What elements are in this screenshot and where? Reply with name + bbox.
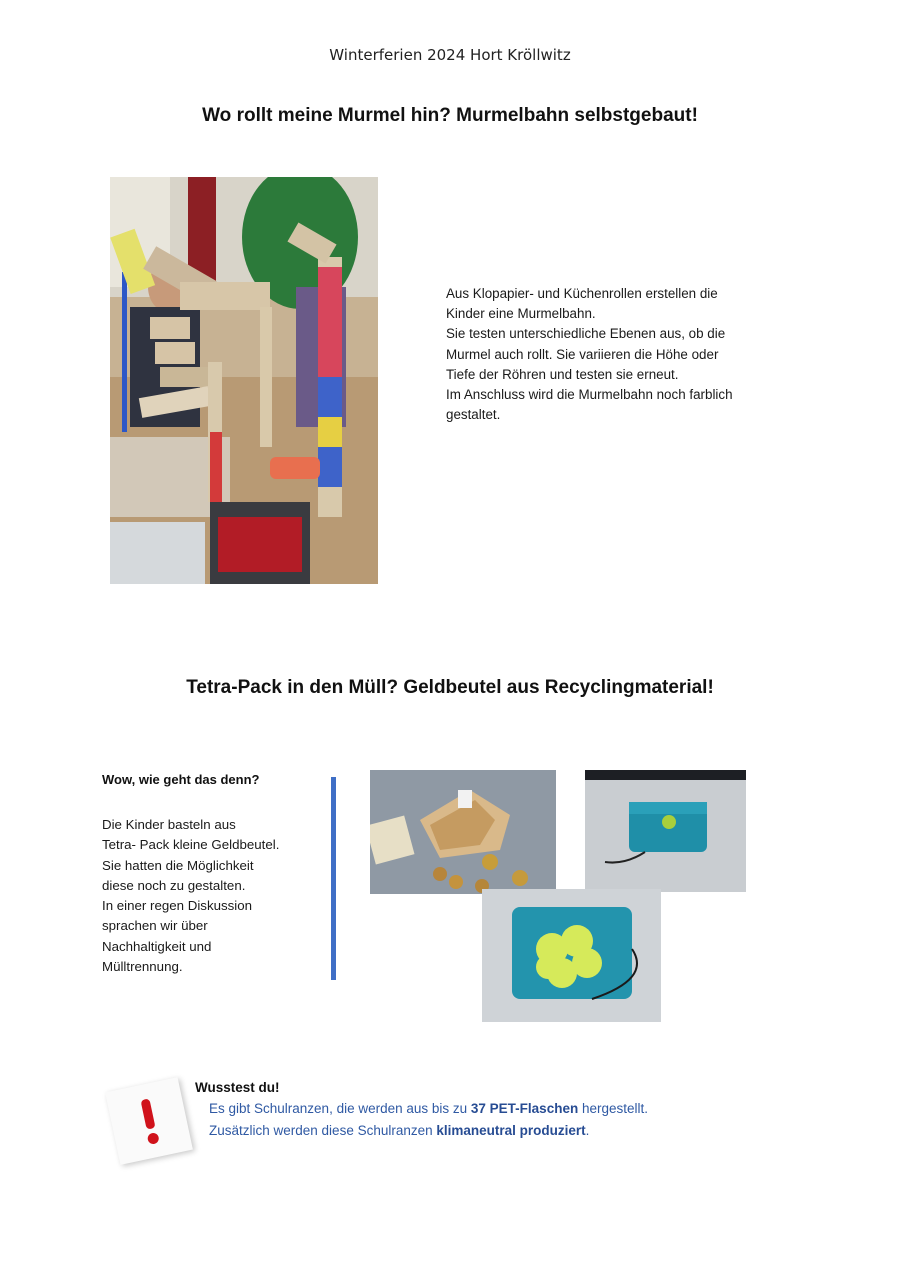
accent-divider [331, 777, 336, 980]
exclamation-icon [105, 1077, 193, 1165]
description-line: Die Kinder basteln aus [102, 817, 236, 832]
note-text: Zusätzlich werden diese Schulranzen [209, 1123, 437, 1138]
note-text: hergestellt. [578, 1101, 648, 1116]
description-line: sprachen wir über [102, 918, 208, 934]
description-line: gestaltet. [446, 407, 501, 423]
exclamation-card [105, 1077, 193, 1165]
note-line-2 [209, 1123, 589, 1138]
note-text: Es gibt Schulranzen, die werden aus bis zu [209, 1101, 471, 1116]
description-line: Im Anschluss wird die Murmelbahn noch farblich [446, 387, 733, 403]
felt-wallet-flower-photo [482, 889, 661, 1022]
marble-run-photo [110, 177, 378, 584]
note-highlight: 37 PET-Flaschen [470, 1101, 579, 1116]
description-line: Aus Klopapier- und Küchenrollen erstellen die [446, 286, 718, 301]
note-line-1 [209, 1101, 648, 1116]
description-line: Tetra- Pack kleine Geldbeutel. [102, 837, 280, 853]
description-line: Tiefe der Röhren und testen sie erneut. [446, 366, 679, 382]
felt-wallet-side-photo [585, 770, 746, 892]
description-line: Sie hatten die Möglichkeit [102, 857, 254, 873]
description-line: Nachhaltigkeit und [102, 938, 212, 954]
description-line: Murmel auch rollt. Sie variieren die Höhe oder [446, 346, 719, 362]
section2-subtitle: Wow, wie geht das denn? [102, 772, 260, 787]
description-line: In einer regen Diskussion [102, 898, 253, 914]
section1-title: Wo rollt meine Murmel hin? Murmelbahn selbstgebaut! [202, 105, 698, 126]
description-line: Sie testen unterschiedliche Ebenen aus, ob die [446, 326, 726, 342]
description-line: Mülltrennung. [102, 959, 183, 975]
note-highlight: klimaneutral produziert [436, 1123, 586, 1138]
note-title: Wusstest du! [195, 1080, 280, 1095]
page-header: Winterferien 2024 Hort Kröllwitz [329, 46, 571, 64]
description-line: diese noch zu gestalten. [102, 877, 246, 893]
section2-description [102, 815, 322, 977]
section1-description [446, 284, 796, 425]
section2-title: Tetra-Pack in den Müll? Geldbeutel aus Recyclingmaterial! [186, 677, 714, 698]
note-text: . [585, 1123, 590, 1138]
description-line: Kinder eine Murmelbahn. [446, 306, 596, 322]
tetra-wallet-coins-photo [370, 770, 556, 894]
